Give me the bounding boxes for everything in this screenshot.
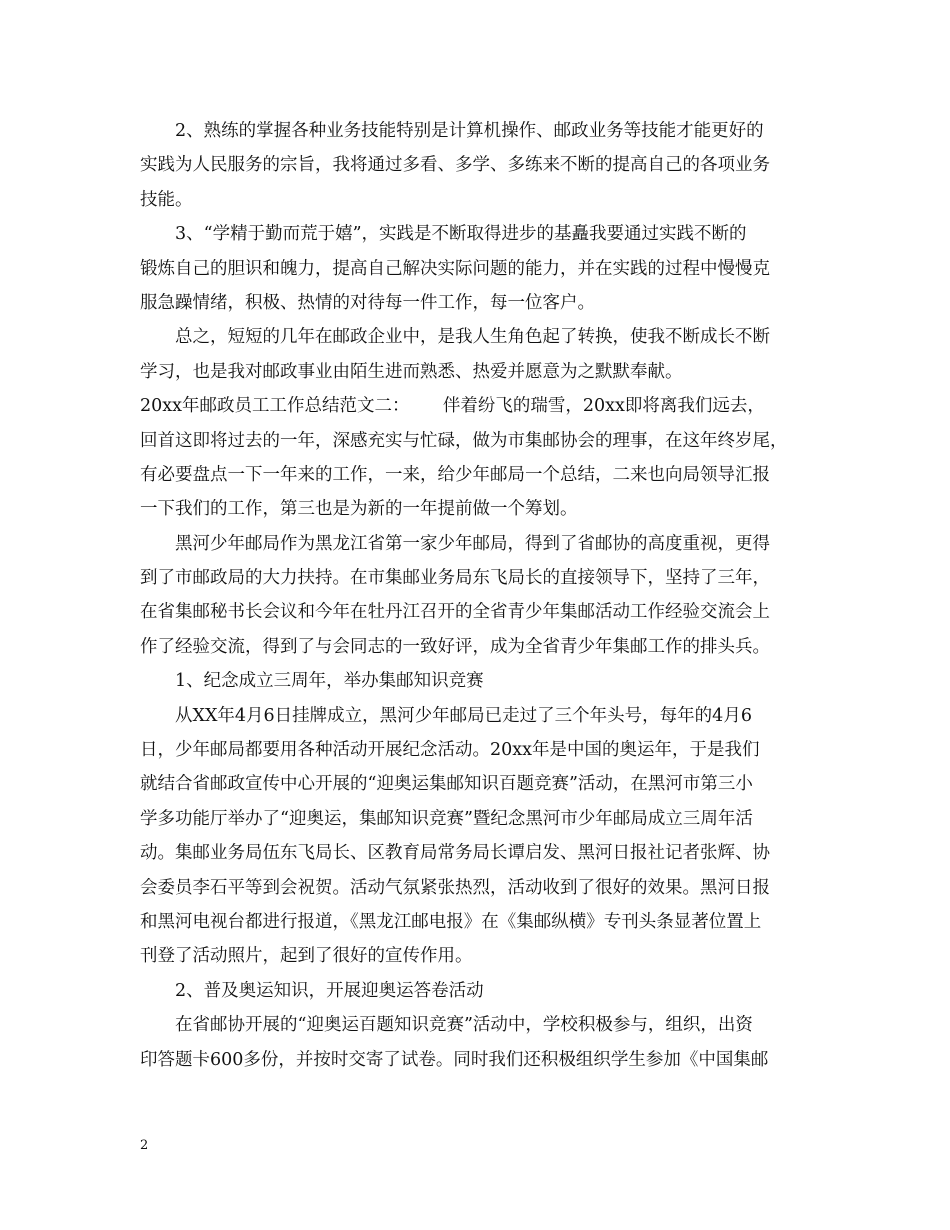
text-line: 和黑河电视台都进行报道，《黑龙江邮电报》在《集邮纵横》专刊头条显著位置上: [140, 911, 762, 932]
text-line: 学多功能厅举办了“迎奥运，集邮知识竞赛”暨纪念黑河市少年邮局成立三周年活: [140, 808, 753, 829]
text-line: 印答题卡600多份，并按时交寄了试卷。同时我们还积极组织学生参加《中国集邮: [140, 1049, 769, 1070]
text-line: 20xx年邮政员工工作总结范文二： 伴着纷飞的瑞雪，20xx即将离我们远去，: [140, 396, 765, 417]
text-line: 有必要盘点一下一年来的工作，一来，给少年邮局一个总结，二来也向局领导汇报: [140, 464, 770, 485]
text-line: 锻炼自己的胆识和魄力，提高自己解决实际问题的能力，并在实践的过程中慢慢克: [140, 258, 770, 279]
text-line: 在省集邮秘书长会议和今年在牡丹江召开的全省青少年集邮活动工作经验交流会上: [140, 602, 770, 623]
text-line: 黑河少年邮局作为黑龙江省第一家少年邮局，得到了省邮协的高度重视，更得: [175, 533, 770, 554]
text-line: 技能。: [140, 189, 193, 210]
document-body: [140, 114, 815, 1077]
text-line: 动。集邮业务局伍东飞局长、区教育局常务局长谭启发、黑河日报社记者张辉、协: [140, 843, 770, 864]
text-line: 从XX年4月6日挂牌成立，黑河少年邮局已走过了三个年头号，每年的4月6: [175, 705, 752, 726]
text-line: 实践为人民服务的宗旨，我将通过多看、多学、多练来不断的提高自己的各项业务: [140, 155, 770, 176]
text-line: 1、纪念成立三周年，举办集邮知识竞赛: [175, 671, 484, 692]
text-line: 会委员李石平等到会祝贺。活动气氛紧张热烈，活动收到了很好的效果。黑河日报: [140, 877, 770, 898]
text-line: 到了市邮政局的大力扶持。在市集邮业务局东飞局长的直接领导下，坚持了三年，: [140, 568, 770, 589]
text-line: 2、普及奥运知识，开展迎奥运答卷活动: [175, 980, 484, 1001]
text-line: 刊登了活动照片，起到了很好的宣传作用。: [140, 946, 473, 967]
text-line: 就结合省邮政宣传中心开展的“迎奥运集邮知识百题竞赛”活动，在黑河市第三小: [140, 774, 753, 795]
text-line: 总之，短短的几年在邮政企业中，是我人生角色起了转换，使我不断成长不断: [175, 327, 770, 348]
text-line: 在省邮协开展的“迎奥运百题知识竞赛”活动中，学校积极参与，组织，出资: [175, 1015, 753, 1036]
text-line: 3、“学精于勤而荒于嬉”，实践是不断取得进步的基矗我要通过实践不断的: [175, 224, 747, 245]
text-line: 作了经验交流，得到了与会同志的一致好评，成为全省青少年集邮工作的排头兵。: [140, 636, 770, 657]
text-line: 回首这即将过去的一年，深感充实与忙碌，做为市集邮协会的理事，在这年终岁尾，: [140, 430, 788, 451]
text-line: 一下我们的工作，第三也是为新的一年提前做一个筹划。: [140, 499, 578, 520]
text-line: 2、熟练的掌握各种业务技能特别是计算机操作、邮政业务等技能才能更好的: [175, 121, 764, 141]
text-line: 日，少年邮局都要用各种活动开展纪念活动。20xx年是中国的奥运年，于是我们: [140, 740, 760, 761]
page-number: 2: [140, 1138, 149, 1153]
text-line: 服急躁情绪，积极、热情的对待每一件工作，每一位客户。: [140, 292, 595, 313]
text-line: 学习，也是我对邮政事业由陌生进而熟悉、热爱并愿意为之默默奉献。: [140, 361, 683, 382]
